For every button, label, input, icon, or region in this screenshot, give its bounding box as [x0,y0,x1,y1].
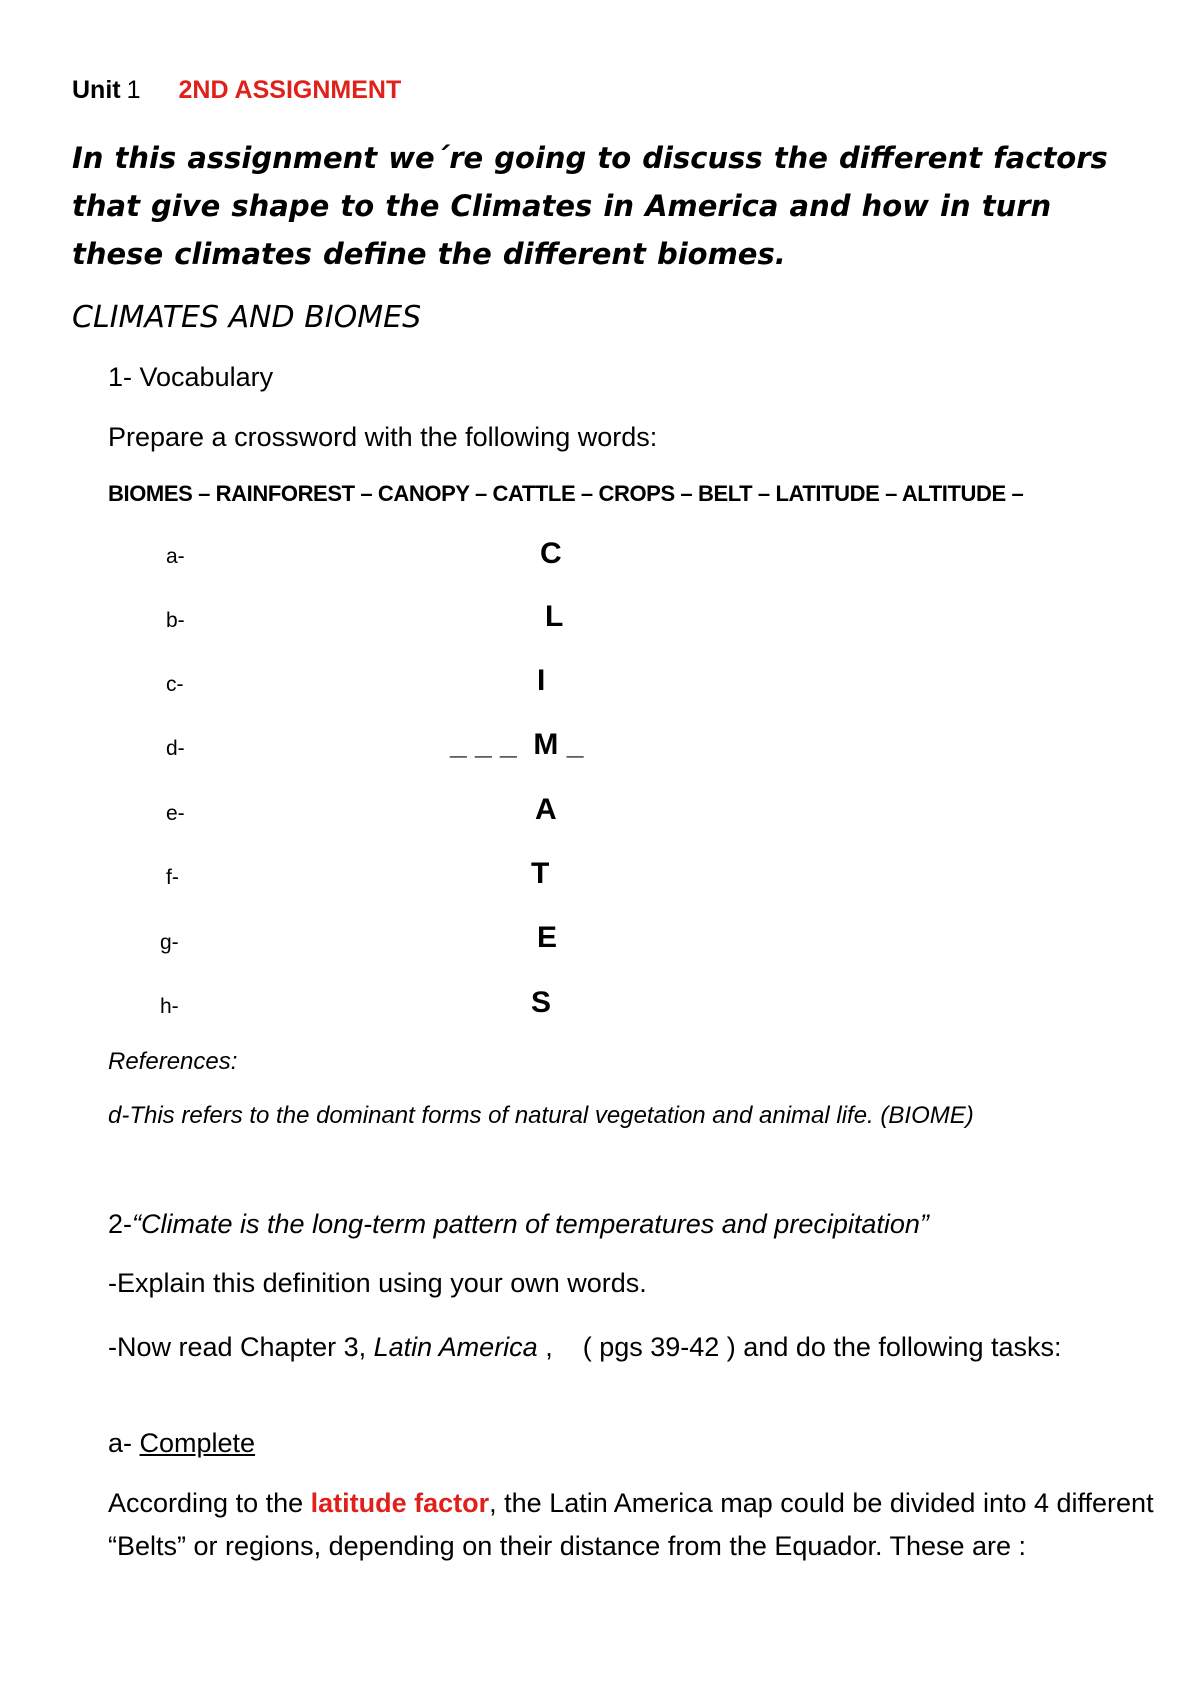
references-title: References: [108,1048,238,1075]
reference-d: d-This refers to the dominant forms of natural vegetation and animal life. (BIOME) [108,1102,974,1129]
acrostic-letter-d: _ _ _ M _ [450,728,584,761]
header-line [72,76,401,105]
row-label-h: h- [160,995,179,1018]
assignment-title: 2ND ASSIGNMENT [178,76,402,104]
vocabulary-word-list: BIOMES – RAINFOREST – CANOPY – CATTLE – CROPS – BELT – LATITUDE – ALTITUDE – [108,481,1024,506]
unit-number: 1 [126,76,141,104]
task-a-prefix: a- [108,1428,140,1458]
task-a-heading [108,1428,255,1459]
vocabulary-instructions: Prepare a crossword with the following words: [108,422,658,452]
row-label-d: d- [166,737,185,760]
latitude-text-post: , the Latin America map could be divided into 4 different “Belts” or regions, depending on their distance from the Equador. These are : [108,1488,1154,1561]
unit-label: Unit [72,76,121,104]
question-2 [108,1209,929,1240]
row-label-c: c- [166,673,184,696]
intro-paragraph: In this assignment we´re going to discuss the different factors that give shape to the Climates in America and how in turn these climates define the different biomes. [72,141,1108,271]
explain-instruction: -Explain this definition using your own words. [108,1268,647,1298]
acrostic-letter-f: T [531,857,550,890]
acrostic-letter-e: A [535,793,557,826]
read-book-title: Latin America [373,1332,538,1362]
latitude-paragraph [108,1482,1168,1568]
question-2-prefix: 2- [108,1209,133,1239]
row-label-f: f- [166,866,179,889]
read-post: , ( pgs 39-42 ) and do the following tasks: [537,1332,1062,1362]
task-a-label: Complete [139,1428,256,1458]
latitude-factor-highlight: latitude factor [310,1488,490,1518]
latitude-text-pre: According to the [108,1488,311,1518]
acrostic-letter-c: I [537,664,546,697]
read-chapter-instruction [108,1326,1108,1368]
acrostic-letter-a: C [540,537,562,570]
acrostic-letter-g: E [537,921,558,954]
row-label-b: b- [166,609,185,632]
acrostic-letter-h: S [531,986,552,1019]
section-heading: CLIMATES AND BIOMES [72,300,422,335]
read-pre: -Now read Chapter 3, [108,1332,374,1362]
row-label-e: e- [166,802,185,825]
climate-definition-quote: “Climate is the long-term pattern of temperatures and precipitation” [132,1209,929,1239]
vocabulary-heading: 1- Vocabulary [108,362,274,392]
row-label-g: g- [160,931,179,954]
row-label-a: a- [166,545,185,568]
acrostic-letter-b: L [545,600,564,633]
